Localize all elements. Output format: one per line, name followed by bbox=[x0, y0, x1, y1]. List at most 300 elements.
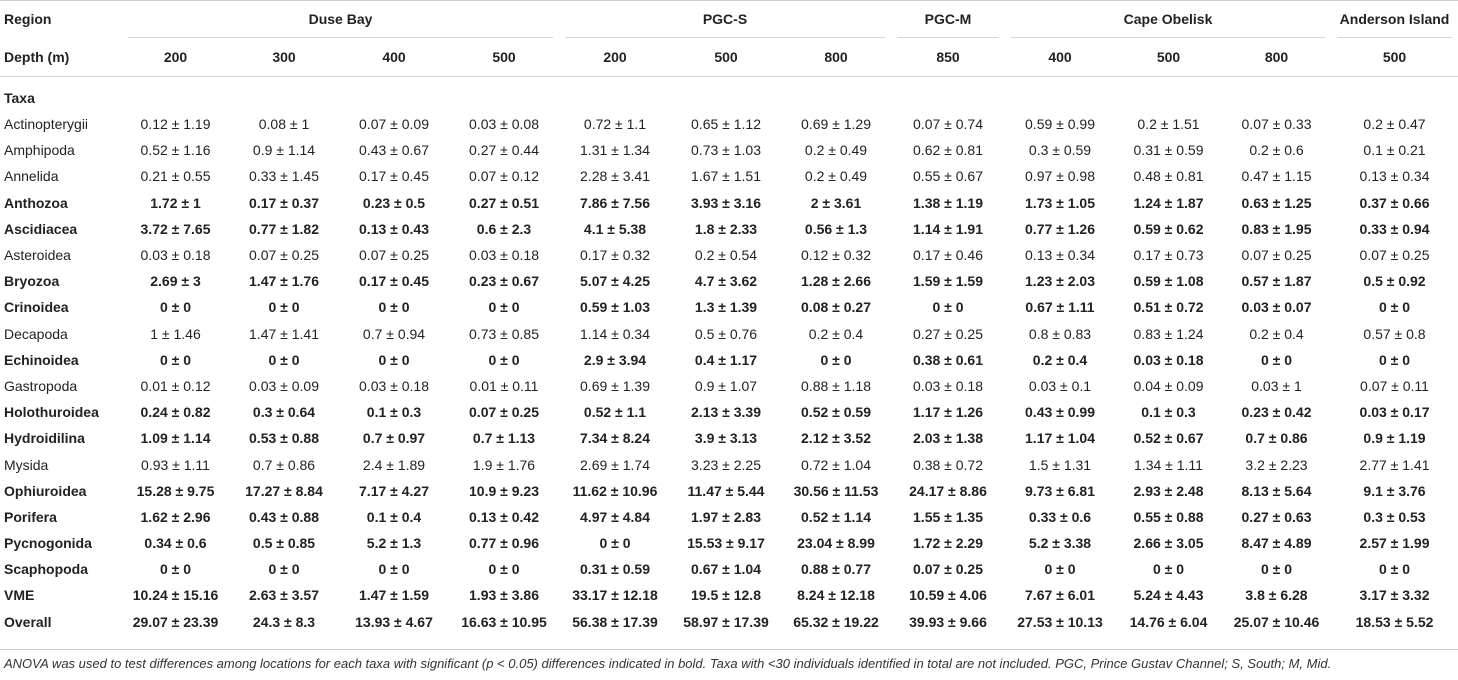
table-cell: 0.9 ± 1.14 bbox=[252, 142, 316, 159]
table-cell: 0.07 ± 0.33 bbox=[1241, 116, 1312, 133]
table-row bbox=[0, 321, 1458, 347]
table-cell: 1.34 ± 1.11 bbox=[1134, 456, 1203, 473]
region-name: Duse Bay bbox=[308, 11, 373, 27]
table-cell: 1.55 ± 1.35 bbox=[913, 508, 983, 525]
table-cell: 0.27 ± 0.44 bbox=[469, 142, 539, 159]
table-cell: 0.1 ± 0.3 bbox=[366, 404, 422, 421]
table-cell: 9.1 ± 3.76 bbox=[1363, 482, 1426, 499]
table-cell: 0.07 ± 0.74 bbox=[913, 116, 983, 133]
table-cell: 0.38 ± 0.72 bbox=[913, 456, 983, 473]
table-cell: 11.62 ± 10.96 bbox=[572, 482, 658, 499]
table-row bbox=[0, 425, 1458, 451]
table-cell: 0.2 ± 0.4 bbox=[1249, 325, 1304, 342]
depth-header: 400 bbox=[1005, 38, 1115, 77]
table-cell: 0.31 ± 0.59 bbox=[580, 561, 650, 578]
taxon-name: VME bbox=[4, 587, 35, 604]
table-cell: 0.17 ± 0.46 bbox=[913, 247, 983, 264]
table-cell: 0.2 ± 0.49 bbox=[804, 142, 868, 159]
table-cell: 1.3 ± 1.39 bbox=[694, 299, 758, 316]
table-cell: 0 ± 0 bbox=[488, 299, 520, 316]
table-cell: 0 ± 0 bbox=[488, 561, 520, 578]
table-cell: 0.7 ± 0.86 bbox=[252, 456, 316, 473]
table-cell: 0.2 ± 0.4 bbox=[1032, 351, 1088, 368]
table-cell: 0 ± 0 bbox=[932, 299, 964, 316]
table-cell: 0.5 ± 0.85 bbox=[252, 535, 316, 552]
table-cell: 0.56 ± 1.3 bbox=[804, 220, 868, 237]
table-row bbox=[0, 268, 1458, 294]
table-cell: 0.33 ± 0.6 bbox=[1028, 508, 1092, 525]
table-cell: 0.08 ± 1 bbox=[258, 116, 310, 133]
table-cell: 0.38 ± 0.61 bbox=[913, 351, 983, 368]
table-cell: 0 ± 0 bbox=[488, 351, 520, 368]
table-cell: 2.4 ± 1.89 bbox=[362, 456, 426, 473]
region-header-row bbox=[0, 0, 1458, 38]
table-cell: 0.6 ± 2.3 bbox=[476, 220, 532, 237]
table-cell: 2.57 ± 1.99 bbox=[1359, 535, 1430, 552]
table-cell: 0.07 ± 0.25 bbox=[1241, 247, 1312, 264]
table-cell: 0.3 ± 0.64 bbox=[252, 404, 316, 421]
taxon-name: Porifera bbox=[4, 508, 57, 525]
taxon-name: Asteroidea bbox=[4, 247, 71, 264]
table-cell: 3.8 ± 6.28 bbox=[1245, 587, 1308, 604]
table-cell: 1.8 ± 2.33 bbox=[694, 220, 758, 237]
table-cell: 0.17 ± 0.73 bbox=[1133, 247, 1204, 264]
table-cell: 0.43 ± 0.99 bbox=[1025, 404, 1095, 421]
table-cell: 5.07 ± 4.25 bbox=[580, 273, 650, 290]
table-cell: 0.1 ± 0.3 bbox=[1141, 404, 1196, 421]
table-cell: 0.27 ± 0.63 bbox=[1241, 508, 1312, 525]
table-cell: 15.28 ± 9.75 bbox=[136, 482, 215, 499]
taxon-name: Scaphopoda bbox=[4, 561, 89, 578]
region-header bbox=[559, 0, 891, 38]
table-cell: 1.72 ± 1 bbox=[150, 194, 201, 211]
table-cell: 1.38 ± 1.19 bbox=[913, 194, 983, 211]
table-cell: 0 ± 0 bbox=[1378, 351, 1411, 368]
table-cell: 0 ± 0 bbox=[378, 299, 410, 316]
taxa-section-row bbox=[0, 85, 1458, 111]
table-cell: 15.53 ± 9.17 bbox=[687, 535, 765, 552]
table-row bbox=[0, 347, 1458, 373]
taxon-name: Hydroidilina bbox=[4, 430, 85, 447]
table-cell: 0.07 ± 0.12 bbox=[469, 168, 539, 185]
region-name: PGC-S bbox=[702, 11, 748, 27]
table-cell: 0 ± 0 bbox=[268, 561, 300, 578]
table-cell: 18.53 ± 5.52 bbox=[1355, 613, 1434, 630]
table-cell: 0.2 ± 0.54 bbox=[694, 247, 758, 264]
depth-header: 500 bbox=[449, 38, 559, 77]
table-cell: 2.03 ± 1.38 bbox=[913, 430, 983, 447]
table-row bbox=[0, 294, 1458, 320]
table-cell: 0.13 ± 0.34 bbox=[1359, 168, 1430, 185]
table-cell: 0.57 ± 1.87 bbox=[1241, 273, 1312, 290]
table-cell: 0.7 ± 0.86 bbox=[1245, 430, 1308, 447]
table-cell: 1.14 ± 1.91 bbox=[913, 220, 983, 237]
table-cell: 0.08 ± 0.27 bbox=[801, 299, 871, 316]
table-row bbox=[0, 111, 1458, 137]
table-cell: 0.03 ± 1 bbox=[1251, 377, 1302, 394]
table-cell: 0.83 ± 1.24 bbox=[1133, 325, 1204, 342]
table-cell: 0.27 ± 0.51 bbox=[469, 194, 539, 211]
region-name: PGC-M bbox=[924, 11, 972, 27]
table-cell: 1.72 ± 2.29 bbox=[913, 535, 983, 552]
table-cell: 0.97 ± 0.98 bbox=[1025, 168, 1095, 185]
table-cell: 0.5 ± 0.92 bbox=[1363, 273, 1426, 290]
table-cell: 0.53 ± 0.88 bbox=[249, 430, 319, 447]
taxon-name: Bryozoa bbox=[4, 273, 60, 290]
table-cell: 2.9 ± 3.94 bbox=[583, 351, 647, 368]
table-cell: 0.63 ± 1.25 bbox=[1241, 194, 1312, 211]
taxon-name: Actinopterygii bbox=[4, 116, 89, 133]
table-cell: 1.14 ± 0.34 bbox=[580, 325, 650, 342]
table-cell: 0.03 ± 0.18 bbox=[469, 247, 539, 264]
table-cell: 1.59 ± 1.59 bbox=[913, 273, 983, 290]
table-cell: 0.04 ± 0.09 bbox=[1133, 377, 1204, 394]
table-cell: 0.2 ± 0.47 bbox=[1363, 116, 1426, 133]
table-cell: 23.04 ± 8.99 bbox=[797, 535, 875, 552]
taxon-name: Anthozoa bbox=[4, 194, 68, 211]
taxon-name: Annelida bbox=[4, 168, 59, 185]
table-cell: 1 ± 1.46 bbox=[150, 325, 201, 342]
table-cell: 0.77 ± 1.26 bbox=[1025, 220, 1095, 237]
table-cell: 0.17 ± 0.37 bbox=[249, 194, 319, 211]
table-cell: 0.59 ± 1.03 bbox=[580, 299, 650, 316]
table-cell: 0.7 ± 0.97 bbox=[362, 430, 426, 447]
table-cell: 0 ± 0 bbox=[1152, 561, 1185, 578]
table-cell: 0.72 ± 1.04 bbox=[801, 456, 871, 473]
table-cell: 2.69 ± 3 bbox=[150, 273, 201, 290]
table-cell: 0.69 ± 1.29 bbox=[801, 116, 871, 133]
table-cell: 4.7 ± 3.62 bbox=[694, 273, 758, 290]
depth-header: 200 bbox=[122, 38, 229, 77]
table-cell: 0.7 ± 1.13 bbox=[472, 430, 536, 447]
taxon-name: Gastropoda bbox=[4, 377, 78, 394]
table-cell: 1.17 ± 1.04 bbox=[1025, 430, 1095, 447]
table-cell: 7.67 ± 6.01 bbox=[1025, 587, 1095, 604]
table-cell: 2.28 ± 3.41 bbox=[580, 168, 650, 185]
region-header bbox=[1331, 0, 1458, 38]
table-cell: 1.47 ± 1.76 bbox=[249, 273, 319, 290]
table-cell: 0.23 ± 0.42 bbox=[1241, 404, 1312, 421]
region-header bbox=[891, 0, 1005, 38]
table-cell: 0 ± 0 bbox=[159, 351, 192, 368]
table-cell: 0 ± 0 bbox=[378, 351, 410, 368]
table-bottom-rule bbox=[0, 649, 1458, 650]
table-cell: 10.9 ± 9.23 bbox=[469, 482, 539, 499]
table-cell: 0.01 ± 0.12 bbox=[140, 377, 211, 394]
table-cell: 16.63 ± 10.95 bbox=[461, 613, 547, 630]
table-row bbox=[0, 190, 1458, 216]
table-cell: 3.72 ± 7.65 bbox=[140, 220, 211, 237]
table-cell: 3.23 ± 2.25 bbox=[691, 456, 761, 473]
table-cell: 1.24 ± 1.87 bbox=[1133, 194, 1204, 211]
table-row bbox=[0, 137, 1458, 163]
taxon-name: Mysida bbox=[4, 456, 49, 473]
table-cell: 0.03 ± 0.17 bbox=[1359, 404, 1430, 421]
table-cell: 11.47 ± 5.44 bbox=[687, 482, 765, 499]
table-cell: 39.93 ± 9.66 bbox=[909, 613, 987, 630]
table-cell: 0.59 ± 0.99 bbox=[1025, 116, 1095, 133]
table-cell: 2.66 ± 3.05 bbox=[1133, 535, 1204, 552]
table-cell: 0.52 ± 1.14 bbox=[801, 508, 871, 525]
table-cell: 0.67 ± 1.04 bbox=[691, 561, 761, 578]
table-cell: 0.73 ± 1.03 bbox=[691, 142, 761, 159]
table-cell: 29.07 ± 23.39 bbox=[132, 613, 219, 630]
taxon-name: Crinoidea bbox=[4, 299, 69, 316]
table-row bbox=[0, 399, 1458, 425]
region-header bbox=[1005, 0, 1331, 38]
table-cell: 0.43 ± 0.67 bbox=[359, 142, 429, 159]
depth-header: 400 bbox=[339, 38, 449, 77]
table-cell: 0.17 ± 0.32 bbox=[580, 247, 650, 264]
table-cell: 0.4 ± 1.17 bbox=[694, 351, 758, 368]
table-cell: 0.2 ± 0.49 bbox=[804, 168, 868, 185]
table-cell: 0.2 ± 1.51 bbox=[1137, 116, 1200, 133]
table-cell: 0.03 ± 0.09 bbox=[249, 377, 319, 394]
region-underline bbox=[565, 37, 885, 38]
table-cell: 0 ± 0 bbox=[1378, 561, 1411, 578]
table-footnote: ANOVA was used to test differences among locations for each taxa with significant (p < 0.05) differences indicated in bold. Taxa with <30 individuals identified in total are not included. PGC, Prince Gustav Channel; S, South; M, Mid. bbox=[4, 656, 1332, 671]
table-cell: 8.24 ± 12.18 bbox=[797, 587, 875, 604]
table-row bbox=[0, 373, 1458, 399]
table-row bbox=[0, 556, 1458, 582]
table-cell: 0.33 ± 0.94 bbox=[1359, 220, 1430, 237]
table-cell: 1.28 ± 2.66 bbox=[801, 273, 871, 290]
table-cell: 0.13 ± 0.43 bbox=[359, 220, 429, 237]
table-cell: 0 ± 0 bbox=[820, 351, 852, 368]
table-cell: 1.9 ± 1.76 bbox=[472, 456, 536, 473]
table-cell: 2.63 ± 3.57 bbox=[249, 587, 319, 604]
table-cell: 0.33 ± 1.45 bbox=[249, 168, 319, 185]
table-cell: 3.2 ± 2.23 bbox=[1245, 456, 1308, 473]
table-cell: 0.03 ± 0.08 bbox=[469, 116, 539, 133]
table-cell: 58.97 ± 17.39 bbox=[683, 613, 769, 630]
table-cell: 0.59 ± 0.62 bbox=[1133, 220, 1204, 237]
table-cell: 3.93 ± 3.16 bbox=[691, 194, 761, 211]
table-cell: 0.07 ± 0.25 bbox=[469, 404, 539, 421]
depth-header: 850 bbox=[891, 38, 1005, 77]
region-underline bbox=[128, 37, 553, 38]
region-underline bbox=[897, 37, 999, 38]
table-cell: 0.8 ± 0.83 bbox=[1028, 325, 1092, 342]
table-cell: 0.01 ± 0.11 bbox=[469, 377, 539, 394]
table-cell: 2.69 ± 1.74 bbox=[580, 456, 650, 473]
table-cell: 56.38 ± 17.39 bbox=[572, 613, 658, 630]
table-cell: 0.77 ± 1.82 bbox=[249, 220, 319, 237]
table-cell: 0.03 ± 0.18 bbox=[1133, 351, 1204, 368]
table-cell: 0.57 ± 0.8 bbox=[1363, 325, 1426, 342]
region-label: Region bbox=[4, 11, 52, 27]
region-underline bbox=[1337, 37, 1452, 38]
taxon-name: Overall bbox=[4, 613, 52, 630]
table-cell: 0 ± 0 bbox=[159, 561, 192, 578]
table-cell: 0.07 ± 0.25 bbox=[359, 247, 429, 264]
table-row bbox=[0, 582, 1458, 608]
table-row bbox=[0, 504, 1458, 530]
table-cell: 0.52 ± 0.59 bbox=[801, 404, 871, 421]
table-cell: 5.2 ± 1.3 bbox=[366, 535, 422, 552]
table-cell: 0.67 ± 1.11 bbox=[1025, 299, 1095, 316]
table-cell: 0 ± 0 bbox=[378, 561, 410, 578]
table-cell: 0.07 ± 0.11 bbox=[1360, 377, 1429, 394]
depth-header: 200 bbox=[559, 38, 671, 77]
table-cell: 0.3 ± 0.53 bbox=[1363, 508, 1426, 525]
taxa-label: Taxa bbox=[4, 90, 35, 106]
table-cell: 2 ± 3.61 bbox=[810, 194, 862, 211]
table-cell: 0.17 ± 0.45 bbox=[359, 273, 429, 290]
taxon-name: Decapoda bbox=[4, 325, 68, 342]
table-row bbox=[0, 478, 1458, 504]
table-cell: 0.73 ± 0.85 bbox=[469, 325, 539, 342]
table-cell: 0 ± 0 bbox=[599, 535, 631, 552]
table-cell: 0 ± 0 bbox=[268, 299, 300, 316]
table-cell: 0.07 ± 0.25 bbox=[249, 247, 319, 264]
table-cell: 5.2 ± 3.38 bbox=[1028, 535, 1092, 552]
table-cell: 0 ± 0 bbox=[159, 299, 192, 316]
table-cell: 0.52 ± 1.16 bbox=[140, 142, 211, 159]
table-cell: 0.34 ± 0.6 bbox=[144, 535, 207, 552]
table-row bbox=[0, 242, 1458, 268]
table-cell: 9.73 ± 6.81 bbox=[1025, 482, 1095, 499]
table-cell: 0 ± 0 bbox=[1260, 351, 1293, 368]
table-cell: 33.17 ± 12.18 bbox=[572, 587, 658, 604]
taxon-name: Amphipoda bbox=[4, 142, 75, 159]
table-cell: 1.17 ± 1.26 bbox=[913, 404, 983, 421]
table-cell: 0 ± 0 bbox=[268, 351, 300, 368]
table-cell: 14.76 ± 6.04 bbox=[1129, 613, 1208, 630]
table-cell: 1.97 ± 2.83 bbox=[691, 508, 761, 525]
table-cell: 0.9 ± 1.07 bbox=[694, 377, 758, 394]
depth-header: 800 bbox=[781, 38, 891, 77]
taxon-name: Holothuroidea bbox=[4, 404, 99, 421]
table-cell: 24.17 ± 8.86 bbox=[909, 482, 987, 499]
table-cell: 0.2 ± 0.6 bbox=[1249, 142, 1304, 159]
table-cell: 2.12 ± 3.52 bbox=[801, 430, 871, 447]
table-cell: 0.88 ± 1.18 bbox=[801, 377, 871, 394]
table-cell: 4.1 ± 5.38 bbox=[583, 220, 647, 237]
table-cell: 0.47 ± 1.15 bbox=[1241, 168, 1312, 185]
table-cell: 4.97 ± 4.84 bbox=[580, 508, 650, 525]
table-cell: 0.48 ± 0.81 bbox=[1133, 168, 1204, 185]
table-cell: 3.9 ± 3.13 bbox=[694, 430, 758, 447]
depth-header: 500 bbox=[1331, 38, 1458, 77]
table-cell: 25.07 ± 10.46 bbox=[1233, 613, 1320, 630]
table-cell: 0.43 ± 0.88 bbox=[249, 508, 319, 525]
table-row bbox=[0, 451, 1458, 477]
table-cell: 0.07 ± 0.25 bbox=[913, 561, 983, 578]
table-cell: 1.23 ± 2.03 bbox=[1025, 273, 1095, 290]
table-cell: 0.03 ± 0.07 bbox=[1241, 299, 1312, 316]
table-cell: 0.65 ± 1.12 bbox=[691, 116, 761, 133]
depth-header-row bbox=[0, 38, 1458, 77]
region-name: Anderson Island bbox=[1339, 11, 1450, 27]
table-cell: 65.32 ± 19.22 bbox=[793, 613, 879, 630]
table-cell: 0.1 ± 0.4 bbox=[366, 508, 422, 525]
table-cell: 0.24 ± 0.82 bbox=[140, 404, 211, 421]
table-cell: 19.5 ± 12.8 bbox=[691, 587, 761, 604]
table-cell: 0.7 ± 0.94 bbox=[362, 325, 426, 342]
table-cell: 0.03 ± 0.1 bbox=[1028, 377, 1092, 394]
table-row bbox=[0, 163, 1458, 189]
table-row bbox=[0, 216, 1458, 242]
table-cell: 0.55 ± 0.88 bbox=[1133, 508, 1204, 525]
table-cell: 0 ± 0 bbox=[1378, 299, 1411, 316]
table-cell: 0.9 ± 1.19 bbox=[1363, 430, 1426, 447]
table-cell: 0.13 ± 0.42 bbox=[469, 508, 539, 525]
table-cell: 7.34 ± 8.24 bbox=[580, 430, 650, 447]
table-cell: 0.3 ± 0.59 bbox=[1028, 142, 1092, 159]
table-cell: 0.37 ± 0.66 bbox=[1359, 194, 1430, 211]
table-cell: 1.47 ± 1.59 bbox=[359, 587, 429, 604]
table-cell: 0.5 ± 0.76 bbox=[694, 325, 758, 342]
table-cell: 0.17 ± 0.45 bbox=[359, 168, 429, 185]
table-cell: 10.59 ± 4.06 bbox=[909, 587, 987, 604]
table-cell: 0 ± 0 bbox=[1044, 561, 1076, 578]
table-cell: 0.83 ± 1.95 bbox=[1241, 220, 1312, 237]
table-cell: 0.55 ± 0.67 bbox=[913, 168, 983, 185]
table-cell: 7.17 ± 4.27 bbox=[359, 482, 429, 499]
table-cell: 0.07 ± 0.09 bbox=[359, 116, 429, 133]
table-cell: 30.56 ± 11.53 bbox=[793, 482, 879, 499]
table-cell: 8.47 ± 4.89 bbox=[1241, 535, 1312, 552]
table-cell: 1.5 ± 1.31 bbox=[1028, 456, 1092, 473]
table-cell: 0.03 ± 0.18 bbox=[913, 377, 983, 394]
table-cell: 0.12 ± 0.32 bbox=[801, 247, 871, 264]
table-cell: 0.07 ± 0.25 bbox=[1359, 247, 1430, 264]
table-cell: 1.93 ± 3.86 bbox=[469, 587, 539, 604]
region-underline bbox=[1011, 37, 1325, 38]
table-cell: 0.88 ± 0.77 bbox=[801, 561, 871, 578]
table-row bbox=[0, 530, 1458, 556]
table-cell: 27.53 ± 10.13 bbox=[1017, 613, 1103, 630]
depth-header: 300 bbox=[229, 38, 339, 77]
depth-header: 500 bbox=[671, 38, 781, 77]
table-cell: 0.12 ± 1.19 bbox=[140, 116, 211, 133]
taxon-name: Pycnogonida bbox=[4, 535, 92, 552]
region-header bbox=[122, 0, 559, 38]
table-cell: 24.3 ± 8.3 bbox=[252, 613, 316, 630]
table-cell: 0.69 ± 1.39 bbox=[580, 377, 650, 394]
table-cell: 0.2 ± 0.4 bbox=[808, 325, 864, 342]
region-name: Cape Obelisk bbox=[1123, 11, 1213, 27]
table-cell: 1.73 ± 1.05 bbox=[1025, 194, 1095, 211]
table-cell: 0 ± 0 bbox=[1260, 561, 1293, 578]
table-cell: 7.86 ± 7.56 bbox=[580, 194, 650, 211]
table-cell: 1.31 ± 1.34 bbox=[580, 142, 650, 159]
table-cell: 0.59 ± 1.08 bbox=[1133, 273, 1204, 290]
table-cell: 0.23 ± 0.5 bbox=[362, 194, 426, 211]
table-cell: 2.13 ± 3.39 bbox=[691, 404, 761, 421]
table-cell: 0.03 ± 0.18 bbox=[359, 377, 429, 394]
table-cell: 0.52 ± 1.1 bbox=[583, 404, 647, 421]
table-cell: 8.13 ± 5.64 bbox=[1241, 482, 1312, 499]
table-cell: 0.21 ± 0.55 bbox=[140, 168, 211, 185]
table-cell: 0.93 ± 1.11 bbox=[141, 456, 210, 473]
table-cell: 2.77 ± 1.41 bbox=[1359, 456, 1430, 473]
table-cell: 13.93 ± 4.67 bbox=[355, 613, 433, 630]
table-cell: 1.47 ± 1.41 bbox=[249, 325, 319, 342]
table-cell: 17.27 ± 8.84 bbox=[245, 482, 323, 499]
depth-header: 800 bbox=[1222, 38, 1331, 77]
table-cell: 0.13 ± 0.34 bbox=[1025, 247, 1095, 264]
table-cell: 5.24 ± 4.43 bbox=[1133, 587, 1204, 604]
table-cell: 0.51 ± 0.72 bbox=[1133, 299, 1204, 316]
taxon-name: Ascidiacea bbox=[4, 220, 78, 237]
table-cell: 0.52 ± 0.67 bbox=[1133, 430, 1204, 447]
table-cell: 0.1 ± 0.21 bbox=[1363, 142, 1426, 159]
table-cell: 1.09 ± 1.14 bbox=[140, 430, 211, 447]
table-cell: 2.93 ± 2.48 bbox=[1133, 482, 1204, 499]
depth-label: Depth (m) bbox=[0, 38, 122, 77]
